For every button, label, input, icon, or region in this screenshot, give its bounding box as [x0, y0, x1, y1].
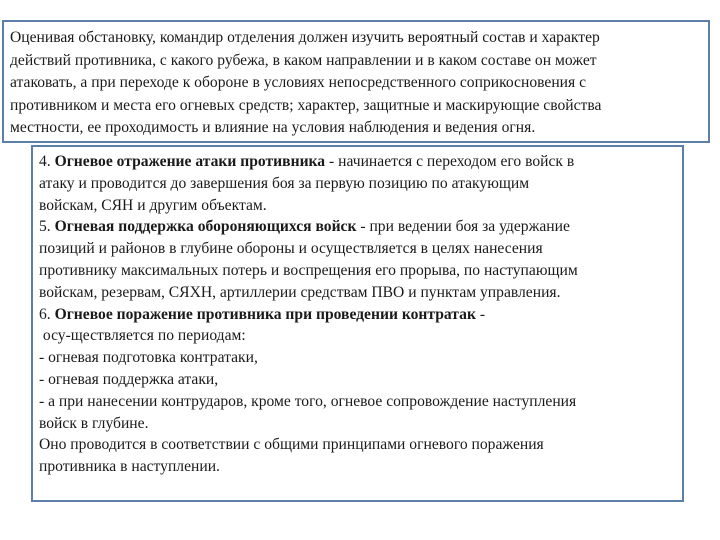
item6-line: Оно проводится в соответствии с общими принципами огневого поражения: [39, 436, 544, 454]
intro-text-box: [2, 20, 710, 143]
intro-line: атаковать, а при переходе к обороне в условиях непосредственного соприкосновения с: [10, 74, 587, 91]
item6-line: - а при нанесении контрударов, кроме того, огневое сопровождение наступления: [39, 392, 577, 410]
item6-line: - огневая поддержка атаки,: [39, 370, 219, 388]
item5-title: Огневая поддержка обороняющихся войск: [54, 218, 357, 236]
item4-line: войскам, СЯН и другим объектам.: [39, 196, 267, 214]
item5-line: войскам, резервам, СЯХН, артиллерии средствам ПВО и пунктам управления.: [39, 283, 561, 301]
item4-first-line: [39, 151, 676, 173]
item5-first-line: [39, 216, 676, 238]
intro-line: Оценивая обстановку, командир отделения должен изучить вероятный состав и характер: [10, 29, 600, 46]
item5-line: позиций и районов в глубине обороны и осуществляется в целях нанесения: [39, 240, 543, 258]
item5-number: 5.: [39, 218, 55, 236]
item6-first-line: [39, 304, 676, 326]
item5-rest: - при ведении боя за удержание: [356, 218, 570, 236]
intro-line: действий противника, с какого рубежа, в каком направлении и в каком составе он может: [10, 51, 597, 69]
item4-title: Огневое отражение атаки противника: [54, 153, 326, 170]
intro-line: противником и места его огневых средств; характер, защитные и маскирующие свойства: [10, 96, 602, 114]
item6-title: Огневое поражение противника при проведении контратак: [54, 305, 476, 323]
main-text-box: [31, 145, 684, 502]
item5-line: противнику максимальных потерь и воспрещения его прорыва, по наступающим: [39, 261, 578, 279]
intro-line: местности, ее проходимость и влияние на условия наблюдения и ведения огня.: [10, 119, 536, 136]
item6-rest: -: [475, 305, 486, 323]
item6-line: - огневая подготовка контратаки,: [39, 349, 258, 367]
item4-number: 4.: [39, 153, 55, 170]
item6-line: противника в наступлении.: [39, 458, 220, 476]
item6-line: осу-ществляется по периодам:: [39, 327, 246, 345]
item4-rest: - начинается с переходом его войск в: [325, 153, 575, 170]
item6-line: войск в глубине.: [39, 414, 149, 432]
item6-number: 6.: [39, 305, 55, 323]
item4-line: атаку и проводится до завершения боя за первую позицию по атакующим: [39, 174, 530, 192]
